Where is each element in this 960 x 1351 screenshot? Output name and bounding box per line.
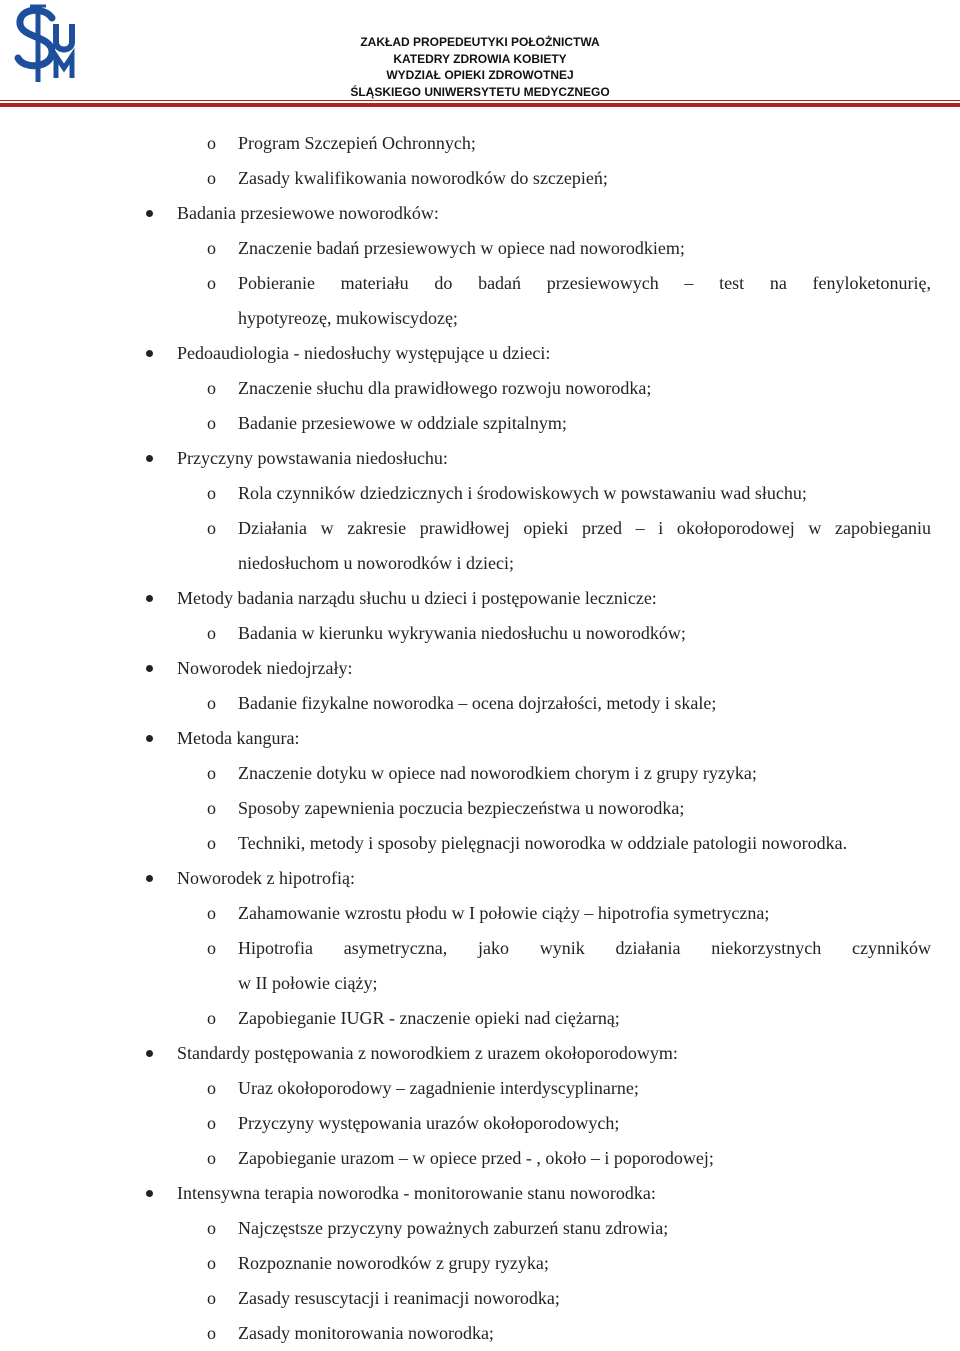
item-text: Intensywna terapia noworodka - monitorowanie stanu noworodka: [177, 1183, 656, 1203]
item-text: Zahamowanie wzrostu płodu w I połowie ciąży – hipotrofia symetryczna; [238, 903, 770, 923]
item-text: Noworodek z hipotrofią: [177, 868, 355, 888]
item-text: Badania w kierunku wykrywania niedosłuchu u noworodków; [238, 623, 686, 643]
bullet-icon [146, 350, 153, 357]
sub-bullet-item [0, 826, 960, 861]
sub-bullet-item [0, 1316, 960, 1351]
bullet-item [0, 651, 960, 686]
sub-bullet-item [0, 616, 960, 651]
header-line: WYDZIAŁ OPIEKI ZDROWOTNEJ [386, 68, 574, 82]
institution-name [330, 34, 630, 100]
item-text: Badanie fizykalne noworodka – ocena dojrzałości, metody i skale; [238, 693, 717, 713]
item-text: Zasady kwalifikowania noworodków do szczepień; [238, 168, 608, 188]
item-text: Techniki, metody i sposoby pielęgnacji noworodka w oddziale patologii noworodka. [238, 833, 848, 853]
sub-bullet-item [0, 371, 960, 406]
sub-bullet-marker: o [207, 798, 216, 818]
header-divider-thick [0, 103, 960, 107]
sub-bullet-marker: o [207, 833, 216, 853]
item-text: Zapobieganie urazom – w opiece przed - , około – i poporodowej; [238, 1148, 714, 1168]
sub-bullet-item [0, 266, 960, 301]
sub-bullet-item [0, 1281, 960, 1316]
item-text: Standardy postępowania z noworodkiem z urazem okołoporodowym: [177, 1043, 678, 1063]
sub-bullet-marker: o [207, 168, 216, 188]
bullet-item [0, 441, 960, 476]
sub-bullet-item [0, 1141, 960, 1176]
sub-bullet-item [0, 231, 960, 266]
bullet-icon [146, 735, 153, 742]
bullet-item [0, 336, 960, 371]
sub-bullet-marker: o [207, 518, 216, 538]
sub-bullet-marker: o [207, 1288, 216, 1308]
item-text: Metoda kangura: [177, 728, 300, 748]
item-text: Badanie przesiewowe w oddziale szpitalnym; [238, 413, 567, 433]
bullet-item [0, 1176, 960, 1211]
item-text: Pedoaudiologia - niedosłuchy występujące u dzieci: [177, 343, 551, 363]
item-text: Noworodek niedojrzały: [177, 658, 353, 678]
sub-bullet-marker: o [207, 1323, 216, 1343]
header-line: ZAKŁAD PROPEDEUTYKI POŁOŻNICTWA [360, 35, 600, 49]
item-text: Sposoby zapewnienia poczucia bezpieczeństwa u noworodka; [238, 798, 685, 818]
item-text: Działania w zakresie prawidłowej opieki przed – i okołoporodowej w zapobieganiu [238, 518, 931, 538]
sub-bullet-marker: o [207, 903, 216, 923]
bullet-icon [146, 210, 153, 217]
header-line: ŚLĄSKIEGO UNIWERSYTETU MEDYCZNEGO [350, 84, 610, 99]
item-text: Zasady monitorowania noworodka; [238, 1323, 494, 1343]
bullet-item [0, 196, 960, 231]
syllabus-list [0, 126, 960, 1351]
sub-bullet-marker: o [207, 413, 216, 433]
sub-bullet-marker: o [207, 1113, 216, 1133]
sub-bullet-item [0, 756, 960, 791]
sub-bullet-item [0, 931, 960, 966]
item-text: Znaczenie badań przesiewowych w opiece nad noworodkiem; [238, 238, 685, 258]
sub-bullet-marker: o [207, 1218, 216, 1238]
sub-bullet-marker: o [207, 1253, 216, 1273]
item-text: Badania przesiewowe noworodków: [177, 203, 439, 223]
sub-bullet-marker: o [207, 1148, 216, 1168]
item-text: Najczęstsze przyczyny poważnych zaburzeń stanu zdrowia; [238, 1218, 669, 1238]
item-text: w II połowie ciąży; [238, 973, 378, 993]
item-text: Znaczenie dotyku w opiece nad noworodkiem chorym i z grupy ryzyka; [238, 763, 757, 783]
item-text: Znaczenie słuchu dla prawidłowego rozwoju noworodka; [238, 378, 652, 398]
sub-bullet-item [0, 511, 960, 546]
bullet-icon [146, 1190, 153, 1197]
item-text: Metody badania narządu słuchu u dzieci i postępowanie lecznicze: [177, 588, 657, 608]
page-header [0, 0, 960, 110]
item-text: niedosłuchom u noworodków i dzieci; [238, 553, 514, 573]
university-logo [8, 2, 92, 86]
sub-bullet-marker: o [207, 483, 216, 503]
item-text: Przyczyny powstawania niedosłuchu: [177, 448, 448, 468]
bullet-icon [146, 665, 153, 672]
sub-bullet-item [0, 896, 960, 931]
sub-bullet-item [0, 476, 960, 511]
item-continuation [0, 966, 960, 1001]
sub-bullet-marker: o [207, 693, 216, 713]
bullet-icon [146, 1050, 153, 1057]
sub-bullet-marker: o [207, 763, 216, 783]
item-text: Przyczyny występowania urazów okołoporodowych; [238, 1113, 620, 1133]
sub-bullet-marker: o [207, 238, 216, 258]
item-text: hypotyreozę, mukowiscydozę; [238, 308, 458, 328]
bullet-item [0, 581, 960, 616]
sub-bullet-marker: o [207, 938, 216, 958]
sub-bullet-item [0, 686, 960, 721]
bullet-item [0, 721, 960, 756]
sub-bullet-marker: o [207, 1008, 216, 1028]
sub-bullet-marker: o [207, 623, 216, 643]
sub-bullet-marker: o [207, 273, 216, 293]
bullet-icon [146, 595, 153, 602]
sub-bullet-item [0, 1071, 960, 1106]
sub-bullet-item [0, 161, 960, 196]
sub-bullet-item [0, 406, 960, 441]
sub-bullet-marker: o [207, 1078, 216, 1098]
header-line: KATEDRY ZDROWIA KOBIETY [393, 51, 567, 66]
bullet-icon [146, 875, 153, 882]
bullet-item [0, 1036, 960, 1071]
item-text: Program Szczepień Ochronnych; [238, 133, 476, 153]
sub-bullet-item [0, 1211, 960, 1246]
item-text: Zasady resuscytacji i reanimacji noworodka; [238, 1288, 560, 1308]
header-divider-thin [0, 100, 960, 101]
sub-bullet-item [0, 1246, 960, 1281]
item-text: Rozpoznanie noworodków z grupy ryzyka; [238, 1253, 549, 1273]
item-text: Rola czynników dziedzicznych i środowiskowych w powstawaniu wad słuchu; [238, 483, 807, 503]
sub-bullet-item [0, 791, 960, 826]
item-text: Zapobieganie IUGR - znaczenie opieki nad ciężarną; [238, 1008, 620, 1028]
sub-bullet-marker: o [207, 133, 216, 153]
bullet-item [0, 861, 960, 896]
sub-bullet-marker: o [207, 378, 216, 398]
item-text: Uraz okołoporodowy – zagadnienie interdyscyplinarne; [238, 1078, 639, 1098]
sub-bullet-item [0, 126, 960, 161]
sub-bullet-item [0, 1106, 960, 1141]
item-continuation [0, 301, 960, 336]
item-text: Pobieranie materiału do badań przesiewowych – test na fenyloketonurię, [238, 273, 931, 293]
bullet-icon [146, 455, 153, 462]
item-text: Hipotrofia asymetryczna, jako wynik działania niekorzystnych czynników [238, 938, 931, 958]
sub-bullet-item [0, 1001, 960, 1036]
item-continuation [0, 546, 960, 581]
